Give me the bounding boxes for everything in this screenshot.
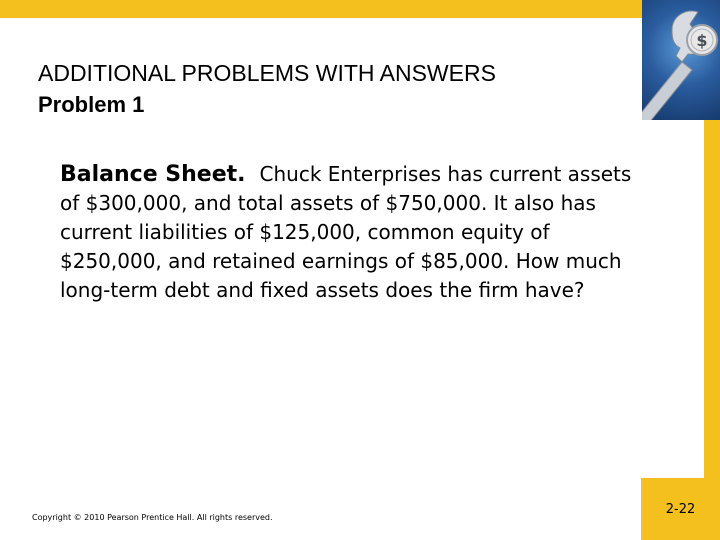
wrench-and-dollar-coin-icon bbox=[642, 0, 720, 120]
problem-text: Chuck Enterprises has current assets of $300,000, and total assets of $750,000. It also has current liabilities of $125,000, common equity of $250,000, and retained earnings of $85,000. How much long-term debt and fixed assets does the firm have? bbox=[60, 162, 632, 302]
problem-statement bbox=[60, 160, 650, 305]
problem-label: Problem 1 bbox=[38, 92, 145, 117]
svg-text:$: $ bbox=[696, 31, 708, 50]
copyright-notice: Copyright © 2010 Pearson Prentice Hall. All rights reserved. bbox=[32, 513, 273, 522]
top-accent-bar bbox=[0, 0, 642, 18]
slide-title: ADDITIONAL PROBLEMS WITH ANSWERS bbox=[38, 60, 496, 86]
page-number-box bbox=[641, 478, 720, 540]
problem-topic: Balance Sheet. bbox=[60, 162, 246, 187]
page-number: 2-22 bbox=[665, 502, 696, 517]
